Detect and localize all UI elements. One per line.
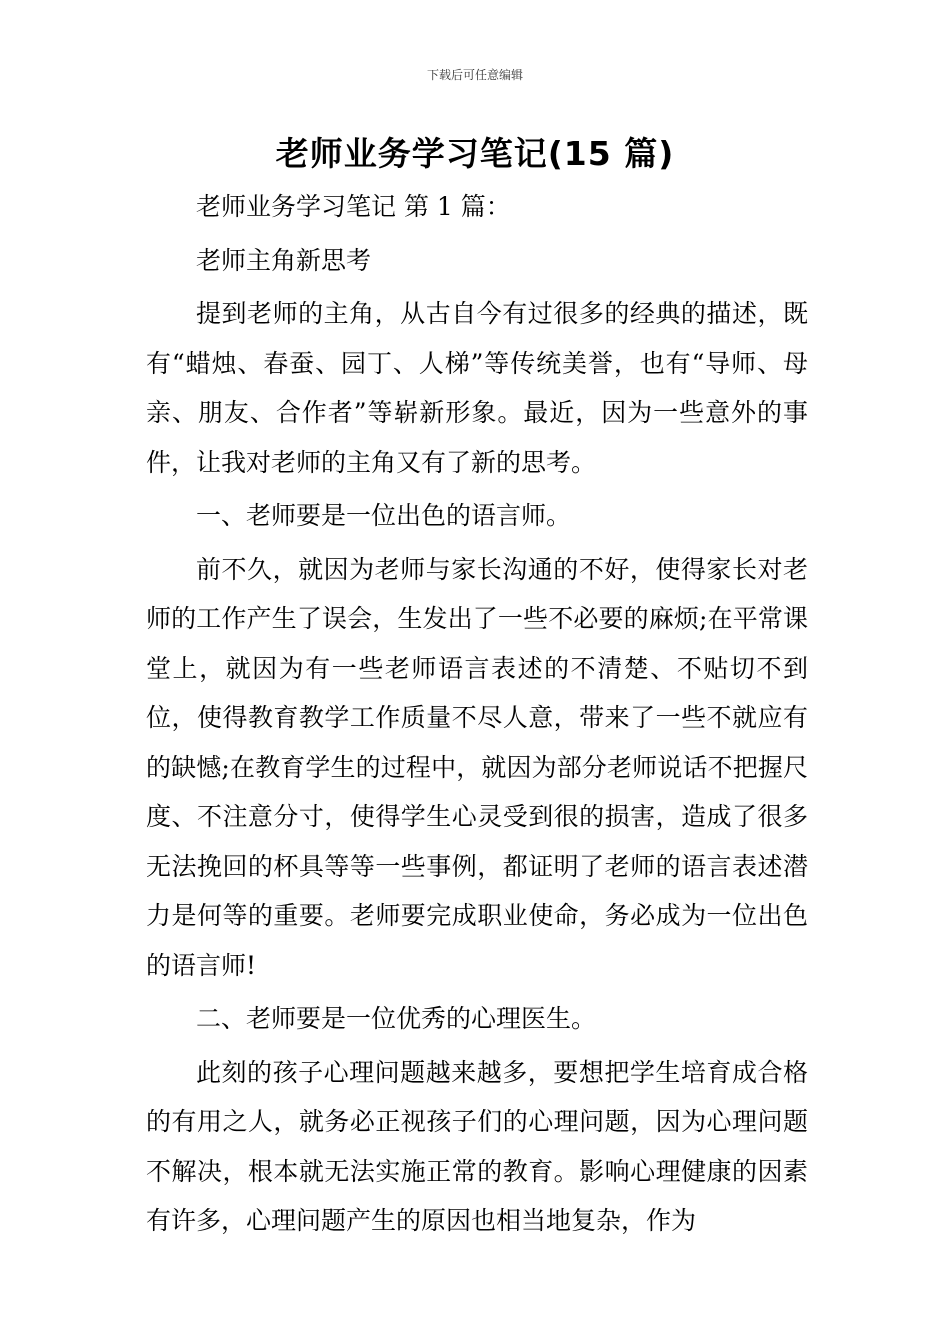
paragraph-section-heading: 老师业务学习笔记 第 1 篇： (196, 192, 511, 221)
paragraph-subtitle: 老师主角新思考 (196, 245, 372, 275)
paragraph-intro: 提到老师的主角，从古自今有过很多的经典的描述，既有“蜡烛、春蚕、园丁、人梯”等传统美誉，也有“导师、母亲、朋友、合作者”等崭新形象。最近，因为一些意外的事件，让我对老师的主角又有了新的思考。 (146, 299, 808, 477)
document-body (146, 182, 808, 1246)
paragraph-point-two-body: 此刻的孩子心理问题越来越多，要想把学生培育成合格的有用之人，就务必正视孩子们的心理问题，因为心理问题不解决，根本就无法实施正常的教育。影响心理健康的因素有许多，心理问题产生的原因也相当地复杂，作为 (146, 1057, 808, 1235)
paragraph-point-one-body: 前不久，就因为老师与家长沟通的不好，使得家长对老师的工作产生了误会，生发出了一些不必要的麻烦;在平常课堂上，就因为有一些老师语言表述的不清楚、不贴切不到位，使得教育教学工作质量不尽人意，带来了一些不就应有的缺憾;在教育学生的过程中，就因为部分老师说话不把握尺度、不注意分寸，使得学生心灵受到很的损害，造成了很多无法挽回的杯具等等一些事例，都证明了老师的语言表述潜力是何等的重要。老师要完成职业使命，务必成为一位出色的语言师! (146, 554, 808, 980)
paragraph-point-one-heading: 一、老师要是一位出色的语言师。 (196, 501, 572, 530)
header-note: 下载后可任意编辑 (426, 68, 523, 82)
paragraph-point-two-heading: 二、老师要是一位优秀的心理医生。 (196, 1004, 597, 1033)
document-title: 老师业务学习笔记(15 篇) (275, 134, 675, 173)
